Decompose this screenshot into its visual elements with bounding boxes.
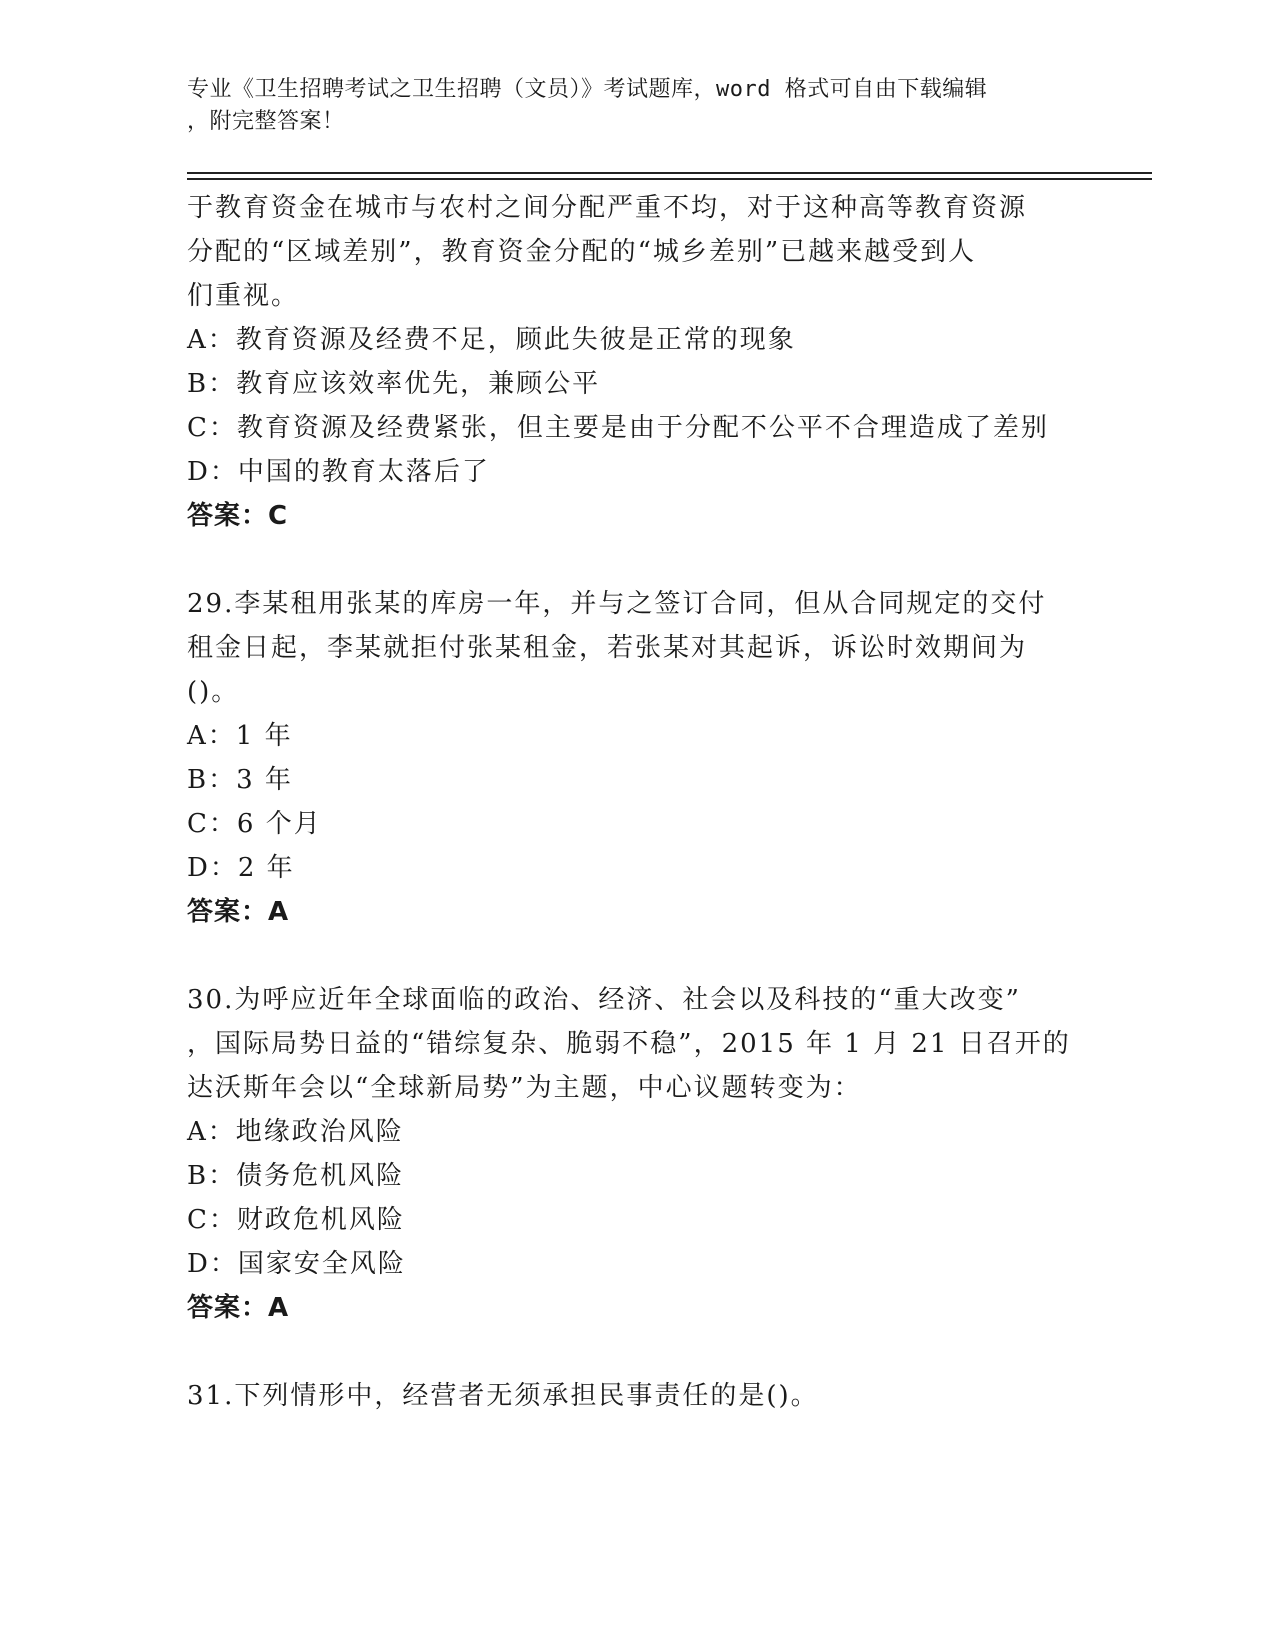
question-29 — [187, 582, 1087, 934]
option-a: A：教育资源及经费不足，顾此失彼是正常的现象 — [187, 325, 796, 355]
question-stem-line: ，国际局势日益的“错综复杂、脆弱不稳”，2015 年 1 月 21 日召开的 — [187, 1029, 1071, 1059]
question-stem-line: 于教育资金在城市与农村之间分配严重不均，对于这种高等教育资源 — [187, 193, 1028, 223]
question-31 — [187, 1374, 1087, 1418]
question-stem-line: 们重视。 — [187, 281, 300, 311]
header-rule-top — [187, 172, 1152, 174]
question-stem-line: 31.下列情形中，经营者无须承担民事责任的是()。 — [187, 1381, 819, 1411]
question-stem-line: 达沃斯年会以“全球新局势”为主题，中心议题转变为： — [187, 1073, 862, 1103]
header-line-1: 专业《卫生招聘考试之卫生招聘（文员）》考试题库，word 格式可自由下载编辑 — [187, 77, 988, 102]
option-a: A：1 年 — [187, 721, 293, 751]
answer-label: 答案：C — [187, 501, 289, 531]
question-30 — [187, 978, 1087, 1330]
option-c: C：教育资源及经费紧张，但主要是由于分配不公平不合理造成了差别 — [187, 413, 1049, 443]
question-stem-line: 分配的“区域差别”，教育资金分配的“城乡差别”已越来越受到人 — [187, 237, 977, 267]
question-28 — [187, 186, 1087, 538]
option-c: C：6 个月 — [187, 809, 322, 839]
option-b: B：3 年 — [187, 765, 293, 795]
option-d: D：国家安全风险 — [187, 1249, 406, 1279]
option-d: D：2 年 — [187, 853, 295, 883]
option-b: B：教育应该效率优先，兼顾公平 — [187, 369, 601, 399]
answer-label: 答案：A — [187, 1293, 290, 1323]
question-stem-line: 29.李某租用张某的库房一年，并与之签订合同，但从合同规定的交付 — [187, 589, 1047, 619]
question-stem-line: ()。 — [187, 677, 240, 707]
option-a: A：地缘政治风险 — [187, 1117, 404, 1147]
option-d: D：中国的教育太落后了 — [187, 457, 490, 487]
option-b: B：债务危机风险 — [187, 1161, 405, 1191]
option-c: C：财政危机风险 — [187, 1205, 405, 1235]
header-line-2: ，附完整答案！ — [187, 109, 345, 134]
question-list — [187, 186, 1087, 1418]
header-rule-bottom — [187, 178, 1152, 180]
answer-label: 答案：A — [187, 897, 290, 927]
question-stem-line: 租金日起，李某就拒付张某租金，若张某对其起诉，诉讼时效期间为 — [187, 633, 1028, 663]
document-header — [187, 74, 1067, 138]
question-stem-line: 30.为呼应近年全球面临的政治、经济、社会以及科技的“重大改变” — [187, 985, 1021, 1015]
